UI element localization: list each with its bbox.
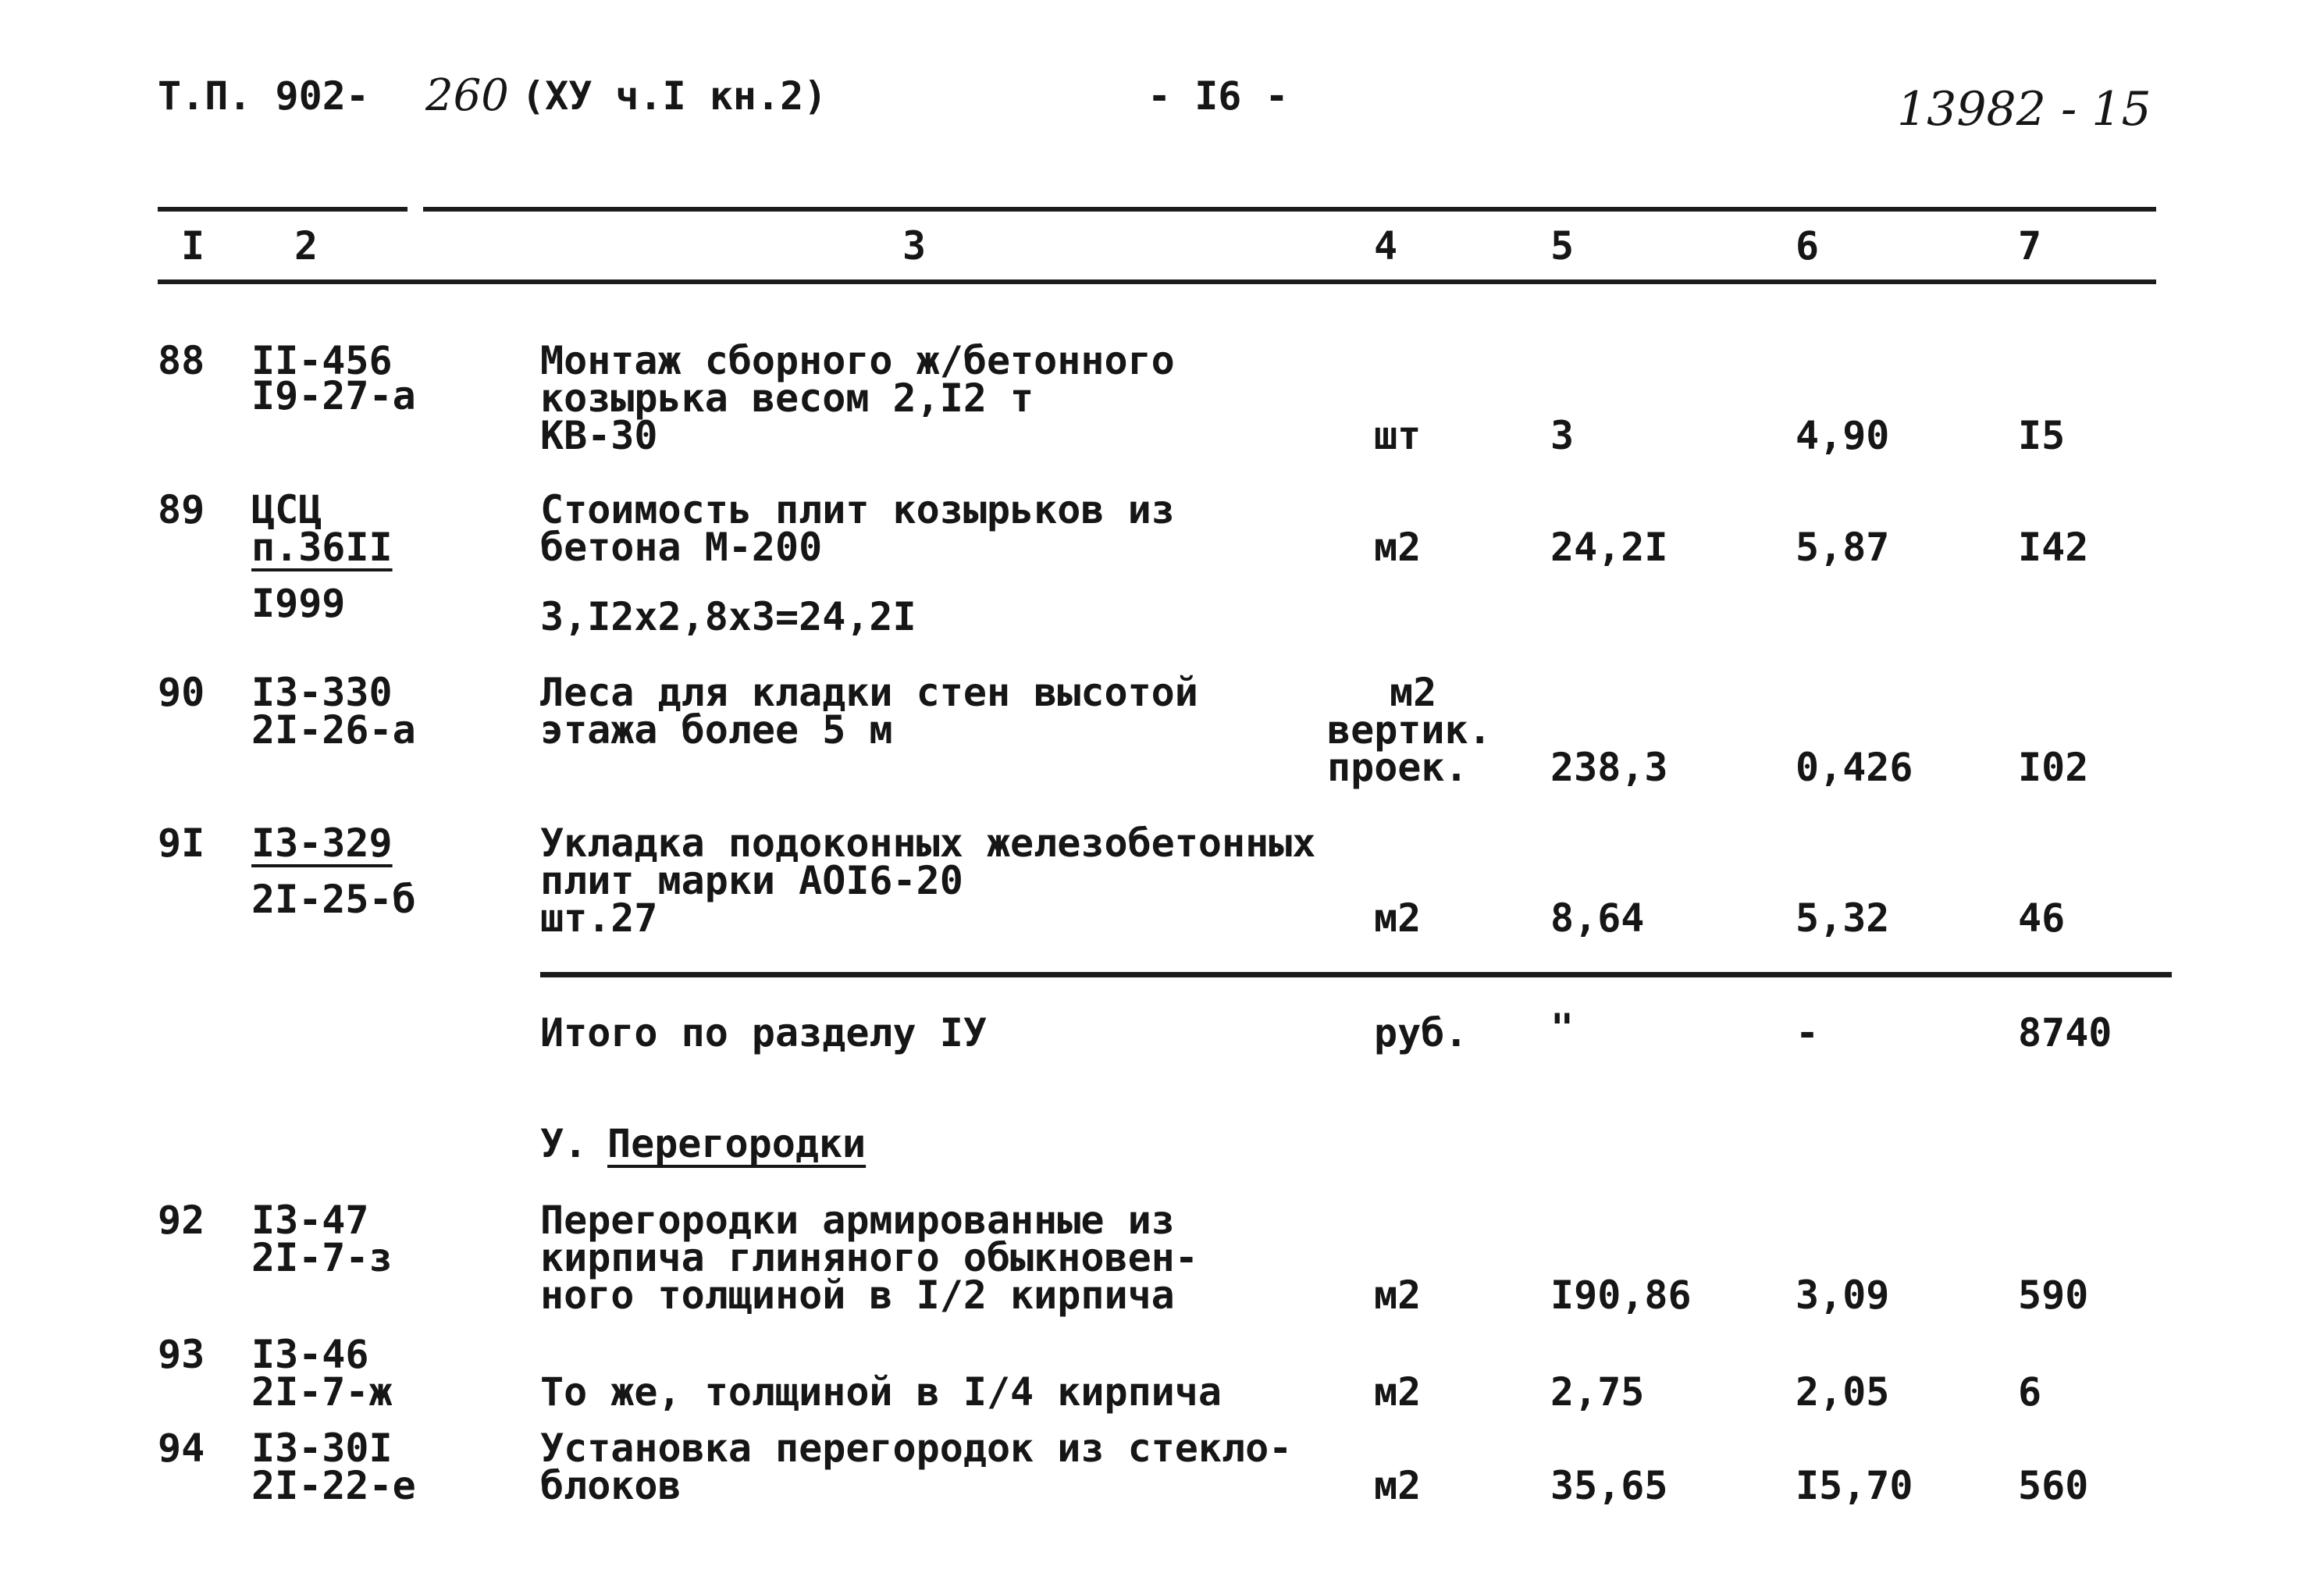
row-total: I5 — [2018, 413, 2066, 458]
row-description: Леса для кладки стен высотой — [540, 670, 1198, 715]
row-code: II-456 — [251, 338, 393, 383]
row-total: I02 — [2018, 745, 2089, 790]
archive-stamp-number: 13982 - 15 — [1897, 82, 2151, 137]
row-description: плит марки АОI6-20 — [540, 858, 963, 903]
row-code: I3-330 — [251, 670, 393, 715]
row-unit: м2 — [1374, 1273, 1422, 1318]
row-total: 6 — [2018, 1369, 2042, 1415]
row-unit-price: 2,05 — [1795, 1369, 1890, 1415]
row-description: Монтаж сборного ж/бетонного — [540, 338, 1175, 383]
row-code: 2I-25-б — [251, 877, 416, 922]
row-unit: проек. — [1327, 745, 1468, 790]
col-header-7: 7 — [2018, 223, 2042, 269]
subtotal-price: - — [1795, 1010, 1820, 1055]
doc-ref-handwritten: 260 — [425, 70, 509, 121]
row-unit: м2 — [1374, 895, 1422, 941]
row-unit: шт — [1374, 413, 1422, 458]
row-number: 88 — [158, 338, 205, 383]
row-number: 92 — [158, 1198, 205, 1243]
subtotal-total: 8740 — [2018, 1010, 2112, 1055]
row-number: 89 — [158, 487, 205, 532]
row-code: п.36II — [251, 525, 393, 570]
doc-ref-prefix: Т.П. 902- — [158, 73, 369, 119]
row-code: ЦСЦ — [251, 487, 322, 532]
row-description: То же, толщиной в I/4 кирпича — [540, 1369, 1222, 1415]
row-code: 2I-7-з — [251, 1235, 393, 1280]
header-bottom-rule — [158, 279, 2156, 284]
row-unit: вертик. — [1327, 707, 1492, 753]
row-quantity: 24,2I — [1550, 525, 1668, 570]
row-number: 90 — [158, 670, 205, 715]
row-unit-price: 5,87 — [1795, 525, 1890, 570]
section-number: У. — [540, 1121, 588, 1166]
row-description: Стоимость плит козырьков из — [540, 487, 1175, 532]
row-code-reference: I999 — [251, 581, 346, 626]
row-total: I42 — [2018, 525, 2089, 570]
row-code: 2I-26-а — [251, 707, 416, 753]
row-description: ного толщиной в I/2 кирпича — [540, 1273, 1175, 1318]
col-header-2: 2 — [294, 223, 319, 269]
row-number: 9I — [158, 821, 205, 866]
row-total: 560 — [2018, 1463, 2089, 1508]
row-description: Укладка подоконных железобетонных — [540, 821, 1316, 866]
row-unit: м2 — [1374, 1463, 1422, 1508]
subtotal-unit: руб. — [1374, 1010, 1468, 1055]
row-description: шт.27 — [540, 895, 658, 941]
row-code: 2I-22-е — [251, 1463, 416, 1508]
row-unit: м2 — [1374, 525, 1422, 570]
section-title: Перегородки — [607, 1121, 867, 1166]
row-unit: м2 — [1374, 1369, 1422, 1415]
row-unit-price: I5,70 — [1795, 1463, 1913, 1508]
row-description: козырька весом 2,I2 т — [540, 376, 1034, 421]
row-unit-price: 5,32 — [1795, 895, 1890, 941]
row-quantity: 2,75 — [1550, 1369, 1645, 1415]
row-description: этажа более 5 м — [540, 707, 893, 753]
row-number: 93 — [158, 1332, 205, 1377]
row-calculation: 3,I2х2,8х3=24,2I — [540, 594, 916, 639]
subtotal-quantity: " — [1550, 1006, 1575, 1051]
row-unit-price: 0,426 — [1795, 745, 1913, 790]
col-header-1: I — [181, 223, 205, 269]
row-description: блоков — [540, 1463, 682, 1508]
doc-ref-suffix: (ХУ ч.I кн.2) — [521, 73, 827, 119]
col-header-3: 3 — [902, 223, 927, 269]
row-quantity: 238,3 — [1550, 745, 1668, 790]
row-description: бетона М-200 — [540, 525, 823, 570]
row-description: кирпича глиняного обыкновен- — [540, 1235, 1198, 1280]
top-rule-right — [423, 207, 2156, 212]
row-code: I3-46 — [251, 1332, 369, 1377]
row-quantity: 3 — [1550, 413, 1575, 458]
row-description: Установка перегородок из стекло- — [540, 1426, 1293, 1471]
row-description: Перегородки армированные из — [540, 1198, 1175, 1243]
row-quantity: 8,64 — [1550, 895, 1645, 941]
row-total: 590 — [2018, 1273, 2089, 1318]
row-unit-price: 4,90 — [1795, 413, 1890, 458]
row-code: I3-30I — [251, 1426, 393, 1471]
page-number: - I6 - — [1148, 73, 1289, 119]
row-unit: м2 — [1390, 670, 1437, 715]
row-description: КВ-30 — [540, 413, 658, 458]
row-code: I3-329 — [251, 821, 393, 866]
col-header-6: 6 — [1795, 223, 1820, 269]
col-header-5: 5 — [1550, 223, 1575, 269]
row-quantity: 35,65 — [1550, 1463, 1668, 1508]
row-code: I3-47 — [251, 1198, 369, 1243]
col-header-4: 4 — [1374, 223, 1398, 269]
row-unit-price: 3,09 — [1795, 1273, 1890, 1318]
subtotal-label: Итого по разделу IУ — [540, 1010, 987, 1055]
subtotal-rule — [540, 972, 2172, 977]
row-code: I9-27-а — [251, 373, 416, 418]
row-code: 2I-7-ж — [251, 1369, 393, 1415]
row-number: 94 — [158, 1426, 205, 1471]
top-rule-left — [158, 207, 408, 212]
row-total: 46 — [2018, 895, 2066, 941]
row-quantity: I90,86 — [1550, 1273, 1692, 1318]
